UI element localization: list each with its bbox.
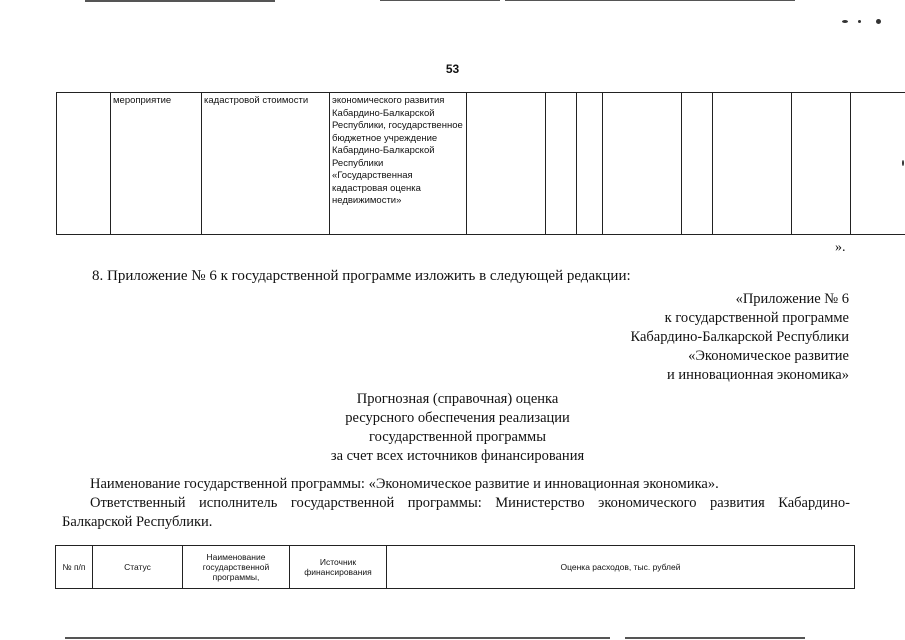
title-line: ресурсного обеспечения реализации (345, 410, 570, 426)
scan-speck (842, 20, 848, 23)
table-header-row (56, 546, 855, 589)
title-line: за счет всех источников финансирования (330, 448, 585, 464)
appendix-line: «Приложение № 6 (735, 291, 849, 307)
title-line: Прогнозная (справочная) оценка (356, 391, 559, 407)
table-cell (546, 93, 577, 235)
resource-table-header (55, 545, 855, 589)
scan-artifact-line (505, 0, 795, 1)
table-cell (467, 93, 546, 235)
title-line: государственной программы (369, 429, 546, 445)
table-cell (713, 93, 792, 235)
document-title (0, 390, 905, 466)
table-row (57, 93, 905, 235)
table-cell (851, 93, 905, 235)
column-header-expense-estimate: Оценка расходов, тыс. рублей (387, 546, 855, 589)
program-name-paragraph: Наименование государственной программы: «Экономическое развитие и инновационная экономика». (90, 476, 719, 492)
scan-artifact-line (380, 0, 500, 1)
appendix-line: к государственной программе (664, 310, 849, 326)
responsible-executive-paragraph: Ответственный исполнитель государственной программы: Министерство экономического развития Кабардино-Балкарской Республики. (62, 495, 850, 530)
column-header-status: Статус (93, 546, 183, 589)
amendment-item-8: 8. Приложение № 6 к государственной программе изложить в следующей редакции: (92, 268, 631, 284)
appendix-line: и инновационная экономика» (667, 367, 849, 383)
table-cell (603, 93, 682, 235)
scan-artifact-line (85, 0, 275, 2)
column-header-funding-source: Источник финансирования (290, 546, 387, 589)
table-cell (57, 93, 111, 235)
table-cell: экономического развития Кабардино-Балкарской Республики, государственное бюджетное учреждение Кабардино-Балкарской Республики «Государственная кадастровая оценка недвижимости» (330, 93, 467, 235)
table-cell: мероприятие (111, 93, 202, 235)
scan-speck (876, 19, 881, 24)
table-cell (792, 93, 851, 235)
scan-artifact-line (65, 637, 610, 639)
top-table (56, 92, 905, 235)
page-number: 53 (445, 62, 460, 76)
table-cell (682, 93, 713, 235)
table-cell (577, 93, 603, 235)
scan-artifact-line (625, 637, 805, 639)
appendix-line: «Экономическое развитие (688, 348, 849, 364)
appendix-line: Кабардино-Балкарской Республики (630, 329, 849, 345)
column-header-number: № п/п (56, 546, 93, 589)
scan-speck (858, 20, 861, 23)
column-header-program-name: Наименование государственной программы, (183, 546, 290, 589)
table-cell: кадастровой стоимости (202, 93, 330, 235)
appendix-header (630, 290, 849, 385)
closing-quote: ». (835, 240, 846, 255)
